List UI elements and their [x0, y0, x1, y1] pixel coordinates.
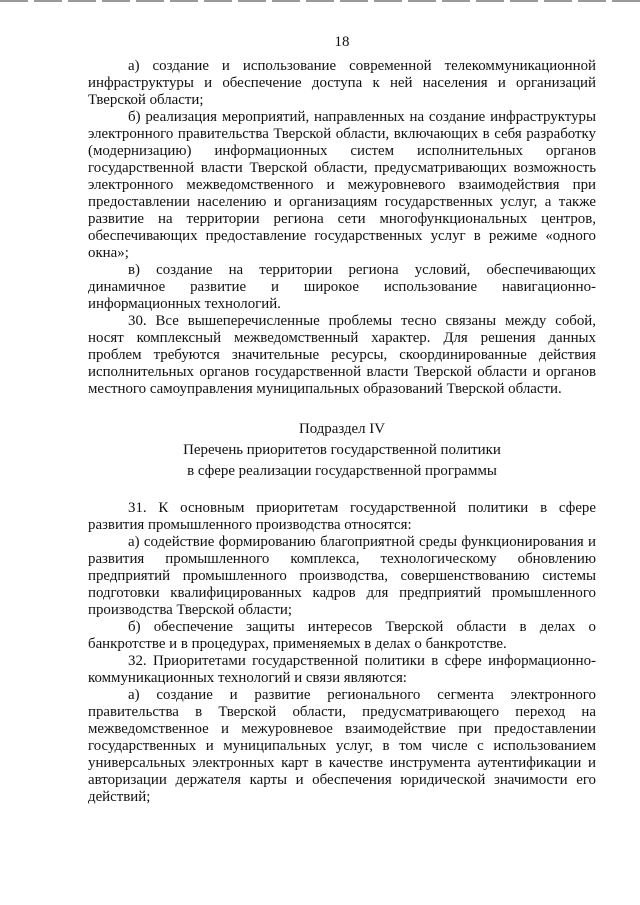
scan-top-edge — [0, 0, 640, 2]
subsection-title-line-1: Перечень приоритетов государственной политики — [183, 442, 501, 458]
paragraph-32-a: а) создание и развитие регионального сегмента электронного правительства в Тверской области, предусматривающего переход на межведомственное и межуровневое взаимодействие при предоставлении государственных и муниципальных услуг, в том числе с использованием универсальных электронных карт в качестве инструмента аутентификации и авторизации держателя карты и обеспечения юридической значимости его действий; — [88, 687, 596, 805]
page-number: 18 — [334, 34, 350, 50]
paragraph-31-b: б) обеспечение защиты интересов Тверской области в делах о банкротстве и в процедурах, применяемых в делах о банкротстве. — [88, 619, 596, 652]
paragraph-31: 31. К основным приоритетам государственной политики в сфере развития промышленного производства относятся: — [88, 500, 596, 533]
paragraph-30: 30. Все вышеперечисленные проблемы тесно связаны между собой, носят комплексный межведомственный характер. Для решения данных проблем требуются значительные ресурсы, скоординированные действия исполнительных органов государственной власти Тверской области и органов местного самоуправления муниципальных образований Тверской области. — [88, 313, 596, 397]
paragraph-a-telecom: а) создание и использование современной телекоммуникационной инфраструктуры и обеспечение доступа к ней населения и организаций Тверской области; — [88, 58, 596, 108]
paragraph-32: 32. Приоритетами государственной политики в сфере информационно-коммуникационных технологий и связи являются: — [88, 653, 596, 686]
paragraph-v-navigation: в) создание на территории региона условий, обеспечивающих динамичное развитие и широкое использование навигационно-информационных технологий. — [88, 262, 596, 312]
paragraph-31-a: а) содействие формированию благоприятной среды функционирования и развития промышленного комплекса, технологическому обновлению предприятий промышленного производства, совершенствованию системы подготовки квалифицированных кадров для предприятий промышленного производства Тверской области; — [88, 534, 596, 618]
subsection-title-line-2: в сфере реализации государственной программы — [187, 463, 497, 479]
paragraph-b-e-government: б) реализация мероприятий, направленных на создание инфраструктуры электронного правительства Тверской области, включающих в себя разработку (модернизацию) информационных систем исполнительных органов государственной власти Тверской области, предусматривающих возможность электронного межведомственного и межуровневого взаимодействия при предоставлении населению и организациям государственных услуг, а также развитие на территории региона сети многофункциональных центров, обеспечивающих предоставление государственных услуг в режиме «одного окна»; — [88, 109, 596, 261]
subsection-heading — [88, 419, 596, 482]
document-page — [88, 34, 596, 806]
subsection-label: Подраздел IV — [298, 421, 386, 437]
